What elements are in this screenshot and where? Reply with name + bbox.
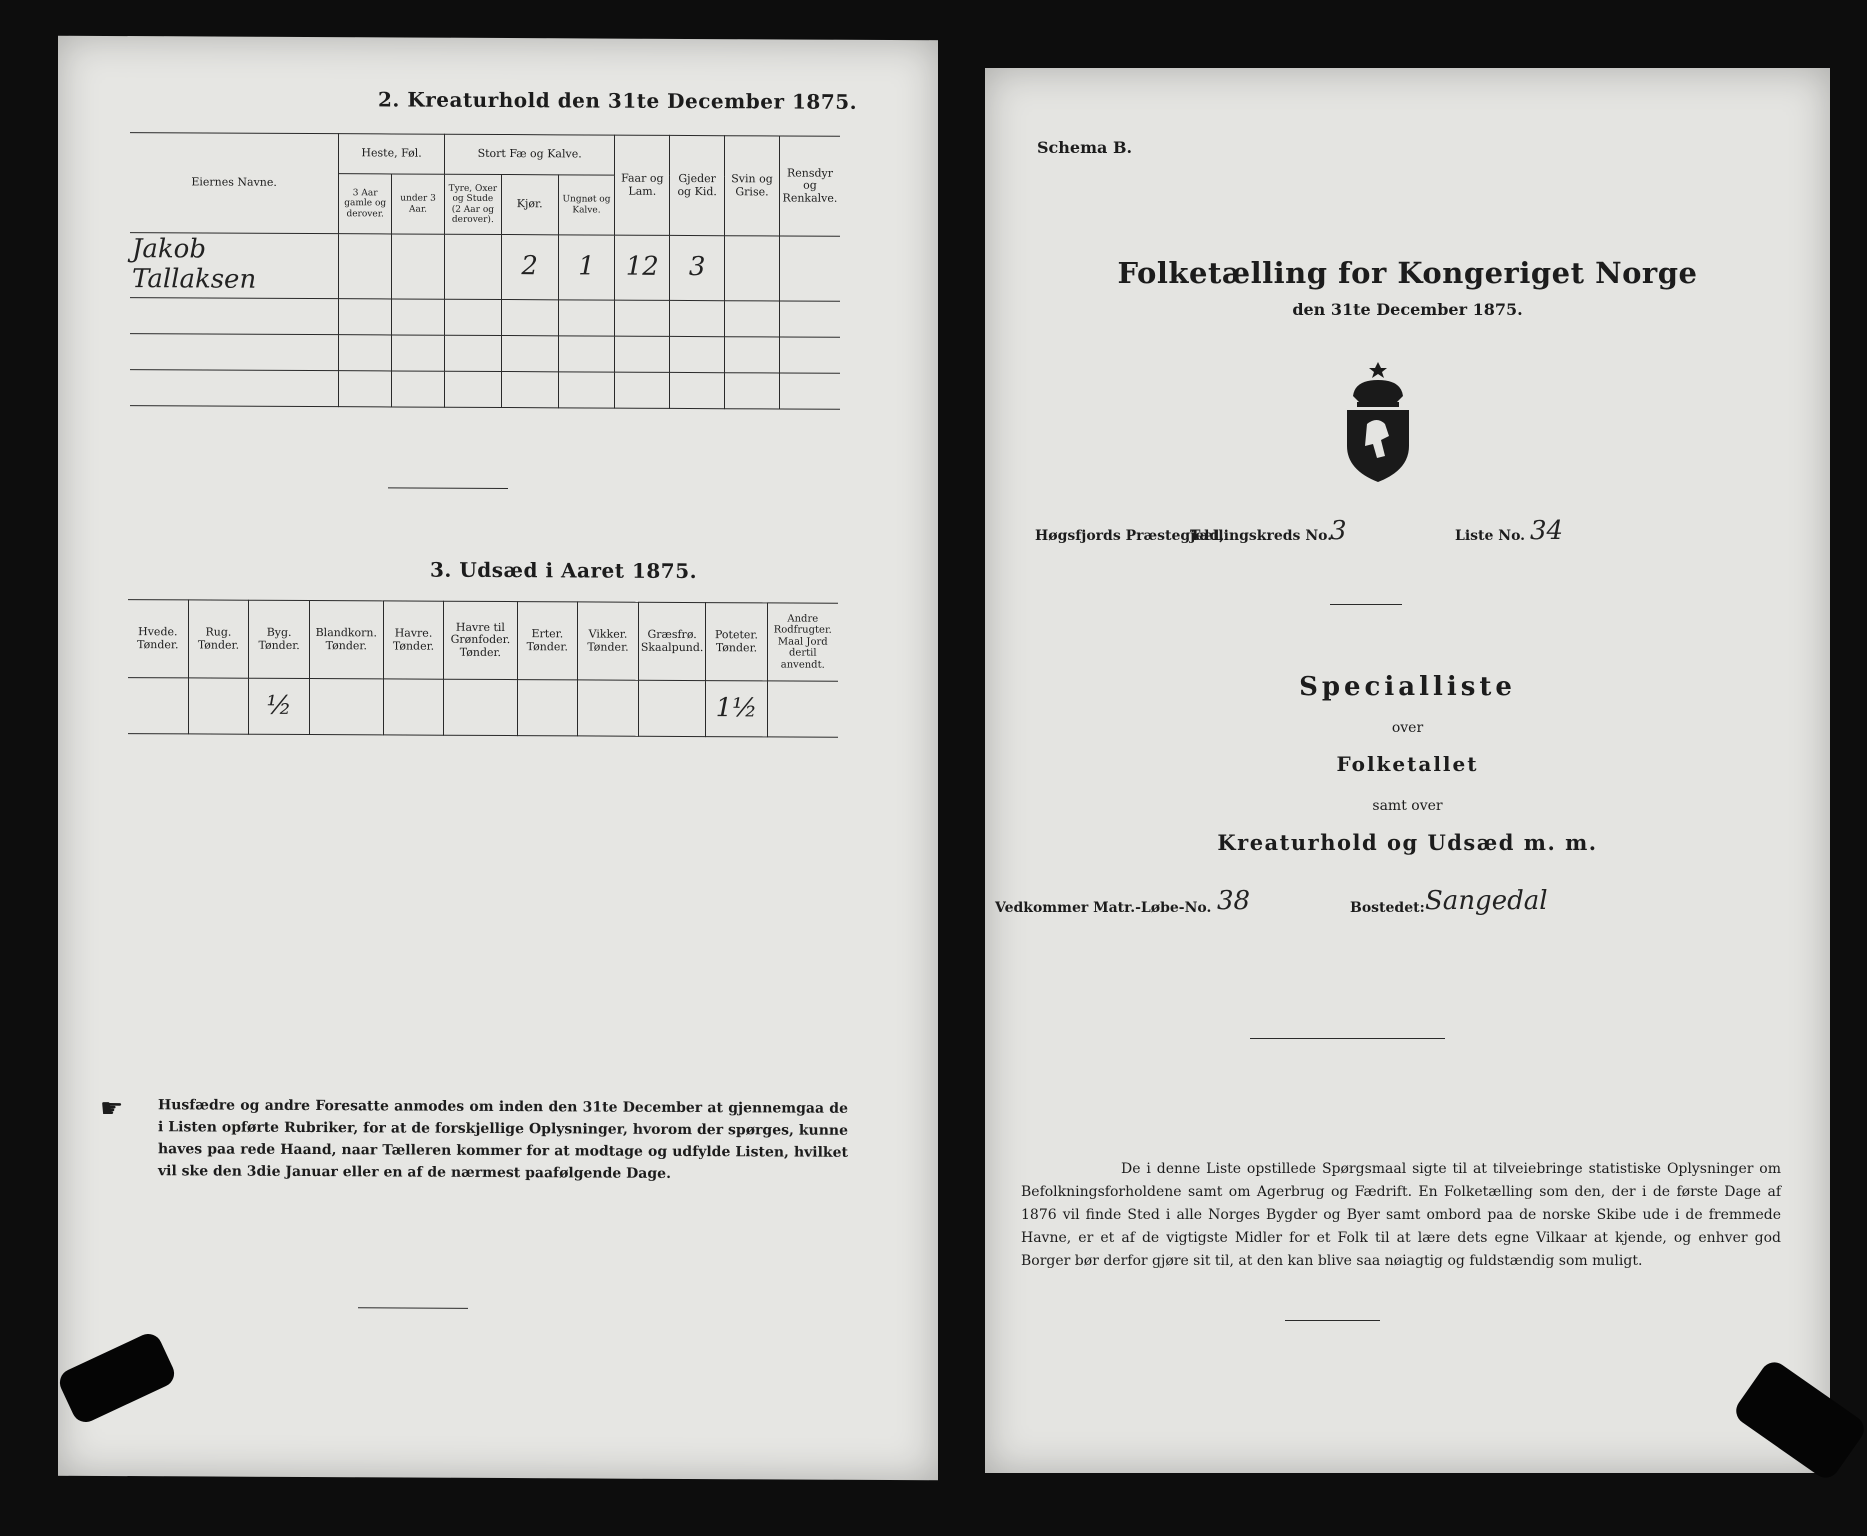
horses-header: Heste, Føl.	[339, 134, 445, 175]
peas-header: Erter. Tønder.	[517, 602, 578, 680]
vetch-header: Vikker. Tønder.	[578, 602, 639, 680]
divider	[1250, 1038, 1445, 1039]
wheat-header: Hvede. Tønder.	[128, 600, 188, 678]
explanatory-paragraph: De i denne Liste opstillede Spørgsmaal sigte til at tilveiebringe statistiske Oplysninger om Befolkningsforholdene samt om Agerbrug og Fædrift. En Folketælling som den, der i de første Dage af 1876 vil finde Sted i alle Norges Bygder og Byer samt ombord paa de norske Skibe ude i de fremmede Havne, er et af de vigtigste Midler for et Folk til at lære dets egne Vilkaar at kjende, og enhver god Borger bør derfor gjøre sit til, at den kan blive saa nøiagtig og fuldstændig som muligt.	[1021, 1161, 1781, 1269]
divider	[1285, 1320, 1380, 1321]
sowing-table	[128, 599, 838, 738]
sheep-header: Faar og Lam.	[615, 135, 670, 235]
cows-value: 2	[501, 235, 558, 300]
goats-header: Gjeder og Kid.	[670, 135, 725, 235]
cows-header: Kjør.	[501, 175, 558, 235]
reindeer-header: Rensdyr og Renkalve.	[779, 136, 840, 236]
folketallet-text: Folketallet	[1336, 752, 1479, 776]
date-line: den 31te December 1875.	[1292, 300, 1523, 319]
pigs-header: Svin og Grise.	[725, 136, 780, 236]
section3-title: 3. Udsæd i Aaret 1875.	[430, 557, 698, 584]
krets-label: Tællingskreds No.	[1190, 528, 1333, 544]
divider	[388, 487, 508, 489]
barley-header: Byg. Tønder.	[249, 600, 310, 678]
divider	[358, 1307, 468, 1309]
mixed-grain-header: Blandkorn. Tønder.	[309, 601, 383, 679]
horses-under3-header: under 3 Aar.	[392, 174, 445, 234]
young-cattle-header: Ungnøt og Kalve.	[558, 175, 615, 235]
prestegjeld-label: Høgsfjords Præstegjeld,	[1035, 528, 1225, 544]
kreaturhold-title: Kreaturhold og Udsæd m. m.	[1217, 830, 1598, 855]
main-title: Folketælling for Kongeriget Norge	[1117, 256, 1698, 290]
table-row	[130, 297, 840, 337]
rye-header: Rug. Tønder.	[188, 600, 249, 678]
matr-label: Vedkommer Matr.-Løbe-No.	[995, 900, 1212, 916]
bosted-label: Bostedet:	[1350, 900, 1425, 916]
goats-value: 3	[670, 235, 725, 300]
sheep-value: 12	[615, 235, 670, 300]
pointing-hand-icon: ☛	[100, 1093, 124, 1125]
horses-3plus-header: 3 Aar gamle og derover.	[339, 174, 392, 234]
potatoes-header: Poteter. Tønder.	[706, 603, 767, 681]
notice-text: Husfædre og andre Foresatte anmodes om inden den 31te December at gjennemgaa de i Listen opførte Rubriker, for at de forskjellige Oplysninger, hvorom der spørges, kunne haves paa rede Haand, naar Tælleren kommer for at modtage og udfylde Listen, hvilket vil ske den 3die Januar eller en af de nærmest paafølgende Dage.	[158, 1097, 848, 1182]
root-crops-header: Andre Rodfrugter. Maal Jord dertil anvendt.	[767, 603, 838, 681]
bulls-header: Tyre, Oxer og Stude (2 Aar og derover).	[444, 174, 501, 234]
oats-header: Havre. Tønder.	[383, 601, 444, 679]
right-page	[985, 68, 1830, 1473]
coat-of-arms-icon	[1333, 358, 1423, 488]
potatoes-value: 1½	[706, 681, 767, 737]
table-row	[130, 369, 840, 409]
liste-label: Liste No.	[1455, 528, 1526, 544]
samt-over-text: samt over	[1372, 798, 1443, 814]
krets-value: 3	[1330, 516, 1347, 546]
left-page	[58, 36, 938, 1481]
table-row	[128, 678, 838, 738]
table-row	[130, 233, 840, 301]
divider	[1330, 604, 1402, 605]
oats-fodder-header: Havre til Grønfoder. Tønder.	[444, 601, 517, 679]
owner-header: Eiernes Navne.	[130, 133, 339, 234]
over-text: over	[1391, 720, 1424, 736]
livestock-table	[130, 132, 840, 409]
barley-value: ½	[249, 678, 310, 734]
owner-name: Jakob Tallaksen	[130, 233, 339, 299]
grass-seed-header: Græsfrø. Skaalpund.	[638, 602, 706, 680]
specialliste-title: Specialliste	[1299, 672, 1516, 702]
bosted-value: Sangedal	[1425, 886, 1548, 916]
section2-title: 2. Kreaturhold den 31te December 1875.	[378, 87, 858, 114]
schema-label: Schema B.	[1037, 138, 1133, 157]
liste-value: 34	[1530, 516, 1564, 546]
table-row	[130, 333, 840, 373]
matr-value: 38	[1217, 886, 1251, 916]
young-value: 1	[558, 235, 615, 300]
cattle-header: Stort Fæ og Kalve.	[444, 134, 614, 175]
